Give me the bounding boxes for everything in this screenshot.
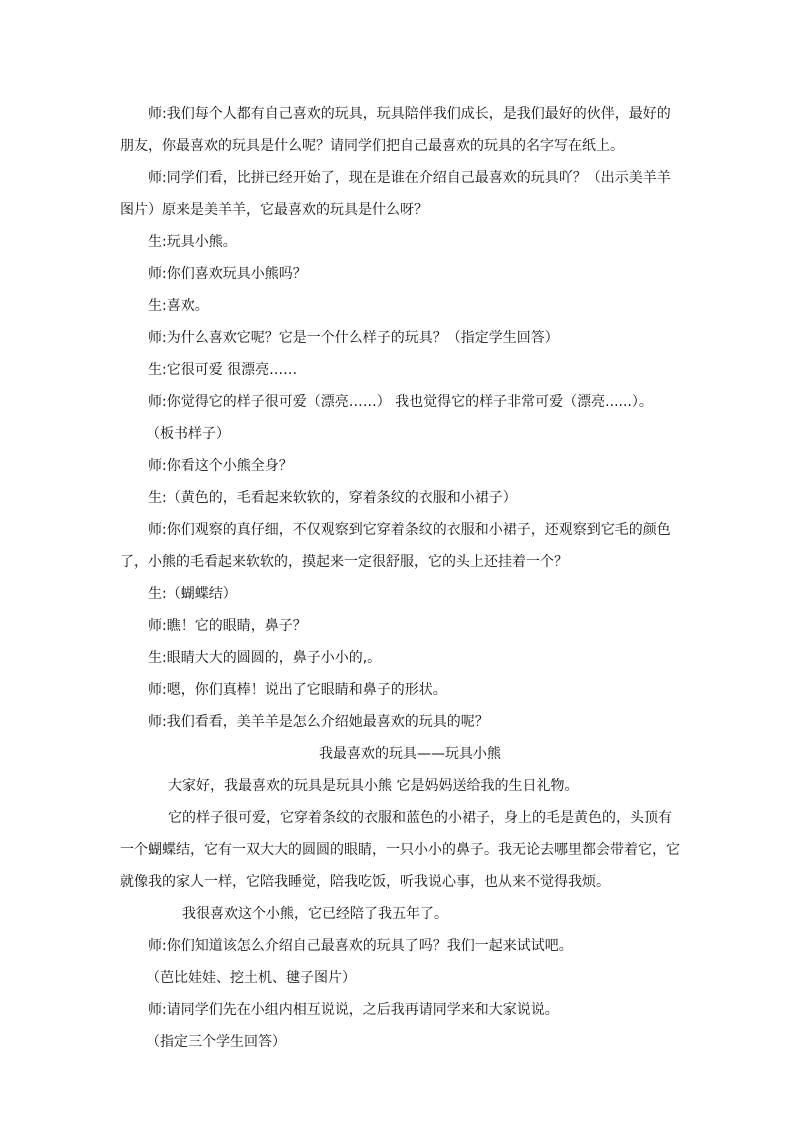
paragraph-teacher-intro: 师:我们每个人都有自己喜欢的玩具，玩具陪伴我们成长，是我们最好的伙伴，最好的朋友，你最喜欢的玩具是什么呢？请同学们把自己最喜欢的玩具的名字写在纸上。 (120, 106, 671, 154)
paragraph-teacher-competition: 师:同学们看，比拼已经开始了，现在是谁在介绍自己最喜欢的玩具吖？（出示美羊羊图片）原来是美羊羊，它最喜欢的玩具是什么呀？ (120, 170, 671, 218)
line-student-bow: 生:（蝴蝶结） (148, 586, 237, 602)
line-teacher-why: 师:为什么喜欢它呢？它是一个什么样子的玩具？（指定学生回答） (148, 330, 559, 346)
line-student-eyes-nose: 生:眼睛大大的圆圆的，鼻子小小的,。 (148, 650, 382, 666)
line-student-bear: 生:玩具小熊。 (148, 234, 237, 250)
essay-paragraph-2: 它的样子很可爱，它穿着条纹的衣服和蓝色的小裙子，身上的毛是黄色的，头顶有一个蝴蝶结，它有一双大大的圆圆的眼睛，一只小小的鼻子。我无论去哪里都会带着它，它就像我的家人一样，它陪我睡觉，陪我吃饭，听我说心事，也从来不觉得我烦。 (120, 810, 680, 890)
line-teacher-group-talk: 师:请同学们先在小组内相互说说，之后我再请同学来和大家说说。 (148, 1002, 559, 1018)
essay-paragraph-1: 大家好，我最喜欢的玩具是玩具小熊 它是妈妈送给我的生日礼物。 (168, 778, 579, 794)
line-student-description: 生:（黄色的，毛看起来软软的，穿着条纹的衣服和小裙子） (148, 490, 517, 506)
line-teacher-agree: 师:你觉得它的样子很可爱（漂亮……） 我也觉得它的样子非常可爱（漂亮......）。 (148, 394, 653, 410)
line-three-students: （指定三个学生回答） (146, 1034, 286, 1050)
line-teacher-lets-see: 师:我们看看，美羊羊是怎么介绍她最喜欢的玩具的呢？ (148, 714, 489, 730)
line-teacher-like-bear: 师:你们喜欢玩具小熊吗？ (148, 266, 307, 282)
line-teacher-praise: 师:嗯，你们真棒！说出了它眼睛和鼻子的形状。 (148, 682, 447, 698)
essay-paragraph-3: 我很喜欢这个小熊，它已经陪了我五年了。 (182, 906, 448, 922)
line-teacher-eyes-nose: 师:瞧！它的眼睛，鼻子？ (148, 618, 307, 634)
line-student-like: 生:喜欢。 (148, 298, 209, 314)
essay-title: 我最喜欢的玩具——玩具小熊 (319, 746, 501, 762)
line-pictures-note: （芭比娃娃、挖土机、毽子图片） (146, 970, 356, 986)
line-board-note: （板书样子） (146, 426, 230, 442)
line-teacher-whole-body: 师:你看这个小熊全身？ (148, 458, 293, 474)
line-teacher-try: 师:你们知道该怎么介绍自己最喜欢的玩具了吗？我们一起来试试吧。 (148, 938, 573, 954)
line-student-cute: 生:它很可爱 很漂亮…… (148, 362, 298, 378)
paragraph-teacher-observe: 师:你们观察的真仔细，不仅观察到它穿着条纹的衣服和小裙子，还观察到它毛的颜色了，小熊的毛看起来软软的，摸起来一定很舒服，它的头上还挂着一个？ (120, 522, 671, 570)
